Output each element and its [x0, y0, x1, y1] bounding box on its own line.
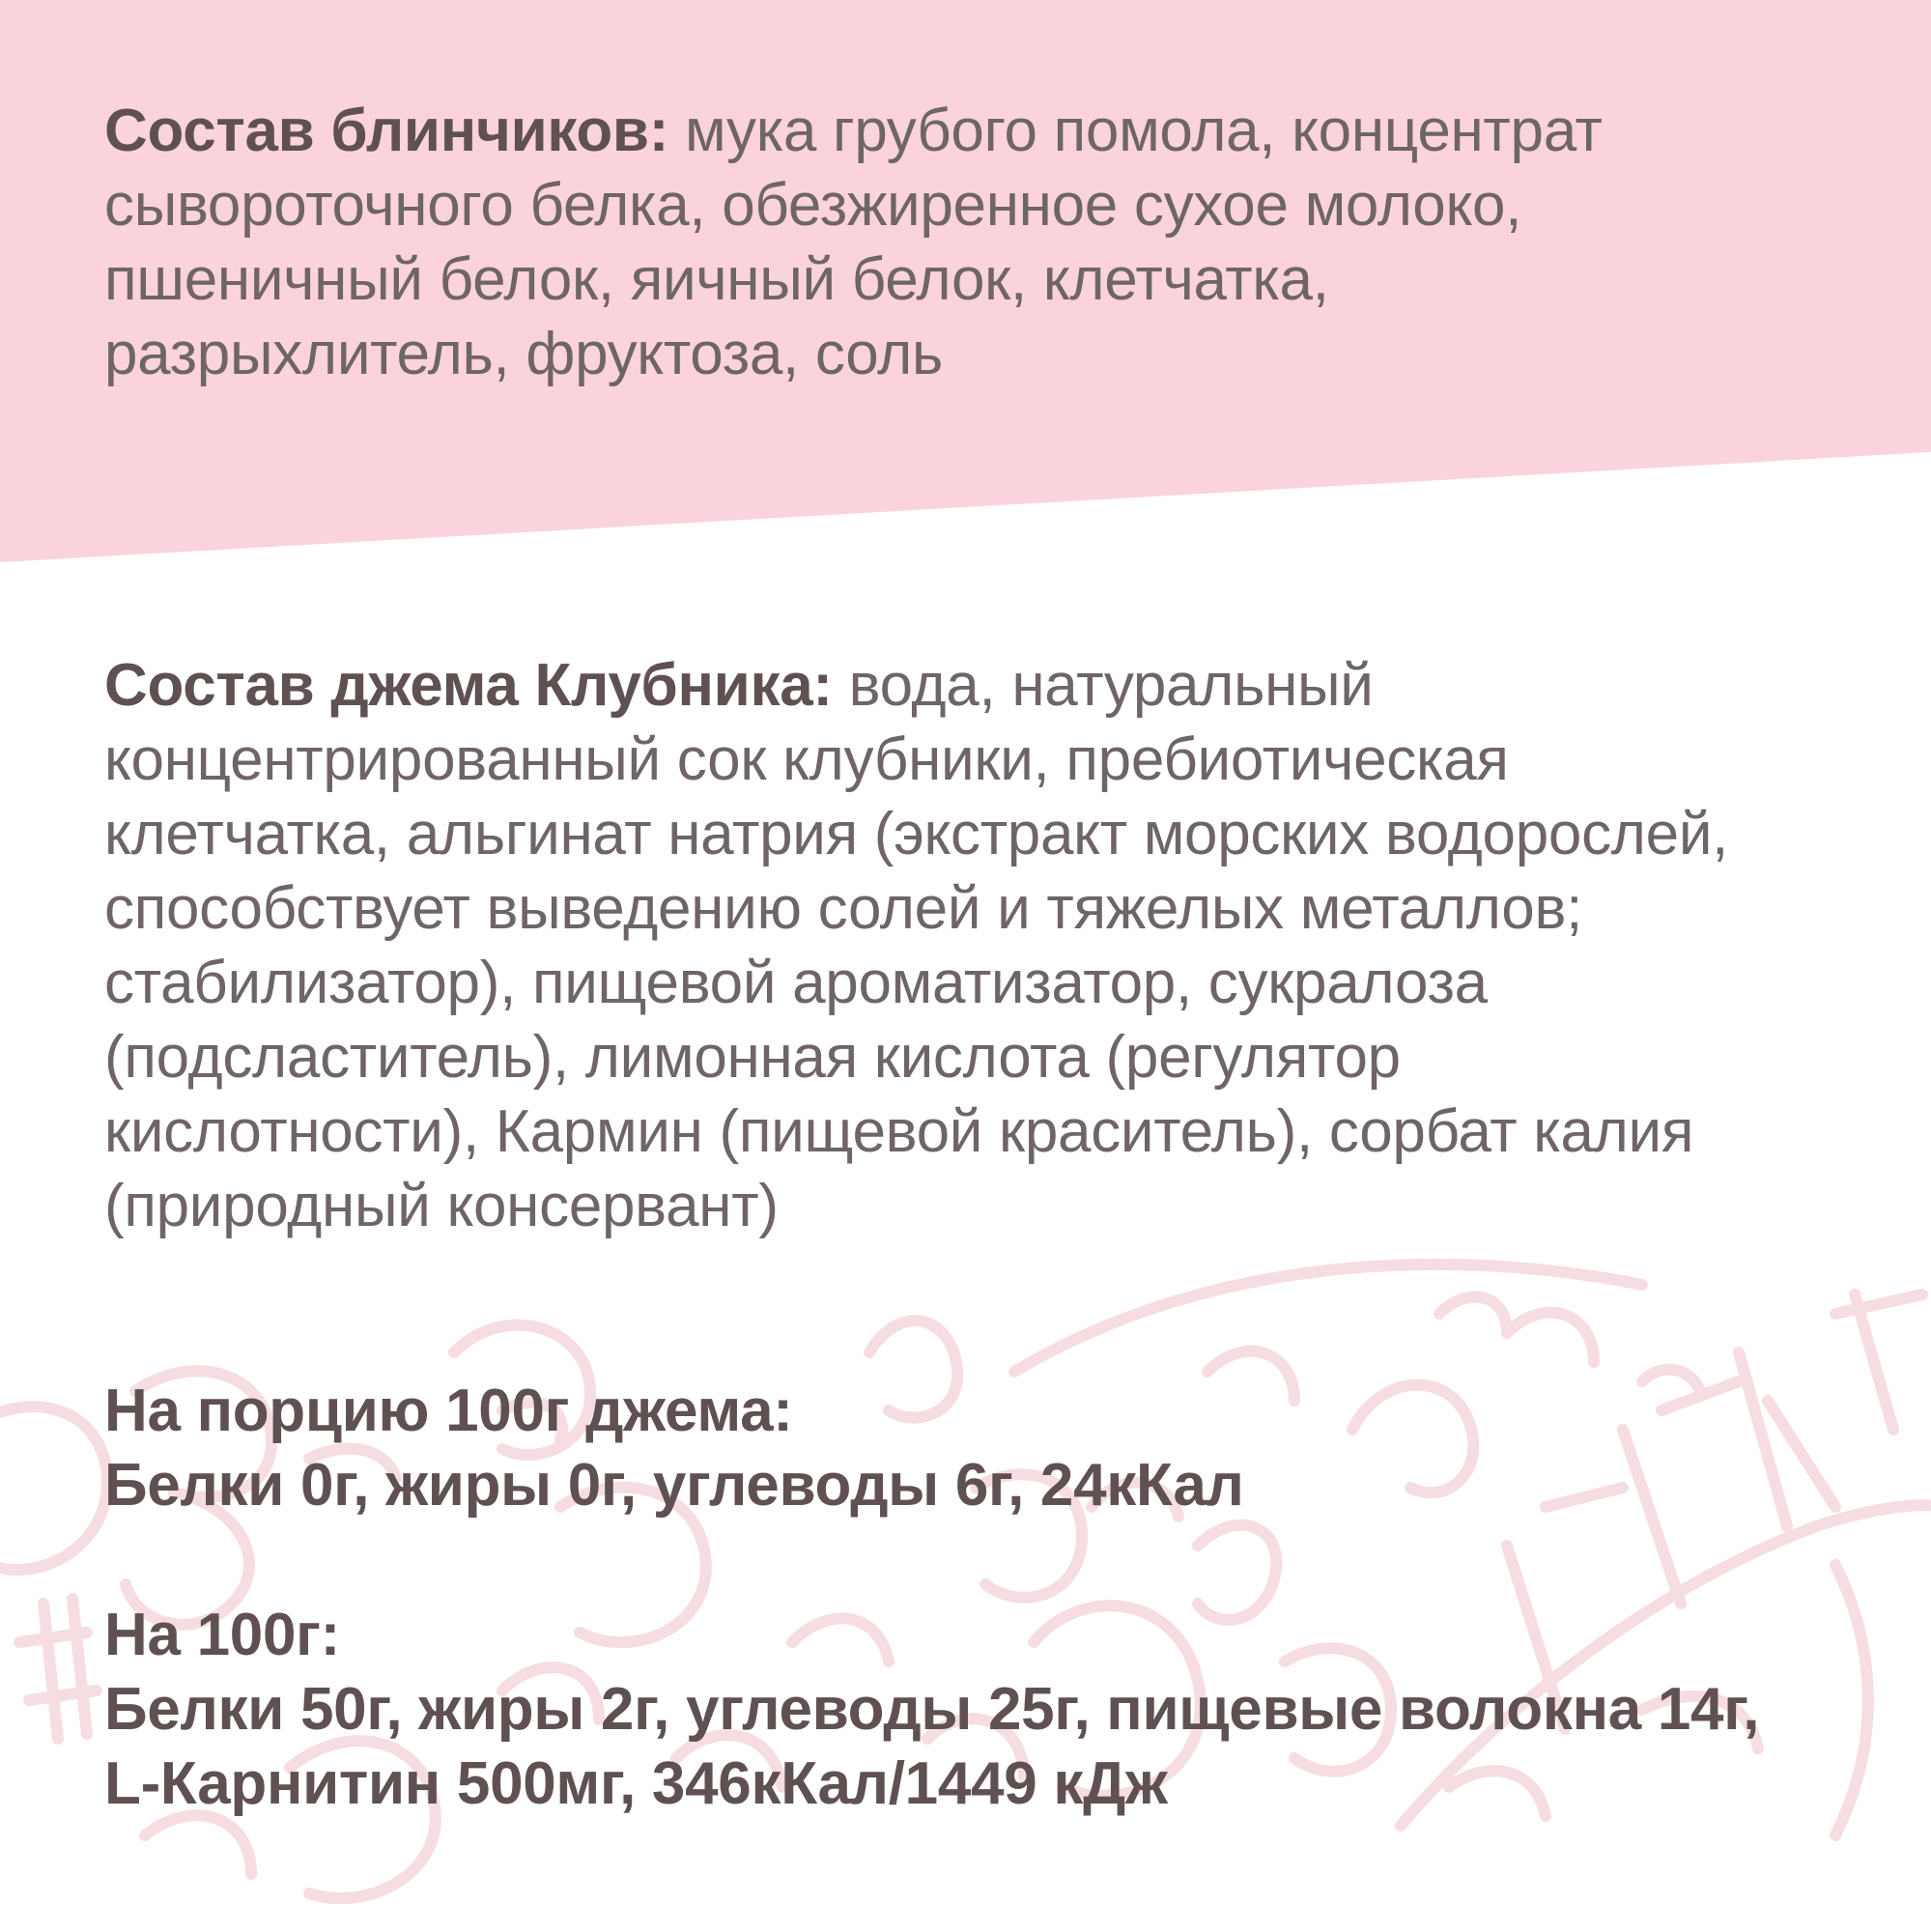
jam-text-line: вода, натуральный: [832, 652, 1374, 719]
pancakes-heading: Состав блинчиков:: [104, 98, 669, 164]
pancakes-composition: [104, 94, 1843, 391]
pancakes-text-line: пшеничный белок, яичный белок, клетчатка,: [104, 246, 1329, 313]
jam-text-line: клетчатка, альгинат натрия (экстракт морских водорослей,: [104, 801, 1729, 867]
pancakes-text-line: сывороточного белка, обезжиренное сухое молоко,: [104, 172, 1522, 239]
per-portion-values: Белки 0г, жиры 0г, углеводы 6г, 24кКал: [104, 1452, 1244, 1519]
pancakes-first-line: [104, 94, 1843, 168]
jam-composition: [104, 648, 1843, 1243]
per-100-title: На 100г:: [104, 1602, 340, 1668]
jam-text-line: концентрированный сок клубники, пребиотическая: [104, 726, 1509, 793]
per-100-values-line: L-Карнитин 500мг, 346кКал/1449 кДж: [104, 1750, 1168, 1817]
pancakes-text-line: мука грубого помола, концентрат: [668, 98, 1603, 164]
per-portion-title: На порцию 100г джема:: [104, 1378, 793, 1444]
pancakes-text-line: разрыхлитель, фруктоза, соль: [104, 321, 943, 387]
jam-text-line: стабилизатор), пищевой ароматизатор, сукралоза: [104, 950, 1488, 1016]
jam-heading: Состав джема Клубника:: [104, 652, 833, 719]
jam-first-line: [104, 648, 1843, 723]
per-100-values-line: Белки 50г, жиры 2г, углеводы 25г, пищевые волокна 14г,: [104, 1676, 1760, 1743]
nutrition-per-100g: [104, 1598, 1843, 1821]
nutrition-per-portion: [104, 1374, 1843, 1522]
jam-text-line: способствует выведению солей и тяжелых металлов;: [104, 875, 1583, 942]
jam-text-line: (природный консервант): [104, 1173, 779, 1239]
jam-text-line: кислотности), Кармин (пищевой краситель), сорбат калия: [104, 1098, 1694, 1165]
jam-text-line: (подсластитель), лимонная кислота (регулятор: [104, 1024, 1401, 1091]
